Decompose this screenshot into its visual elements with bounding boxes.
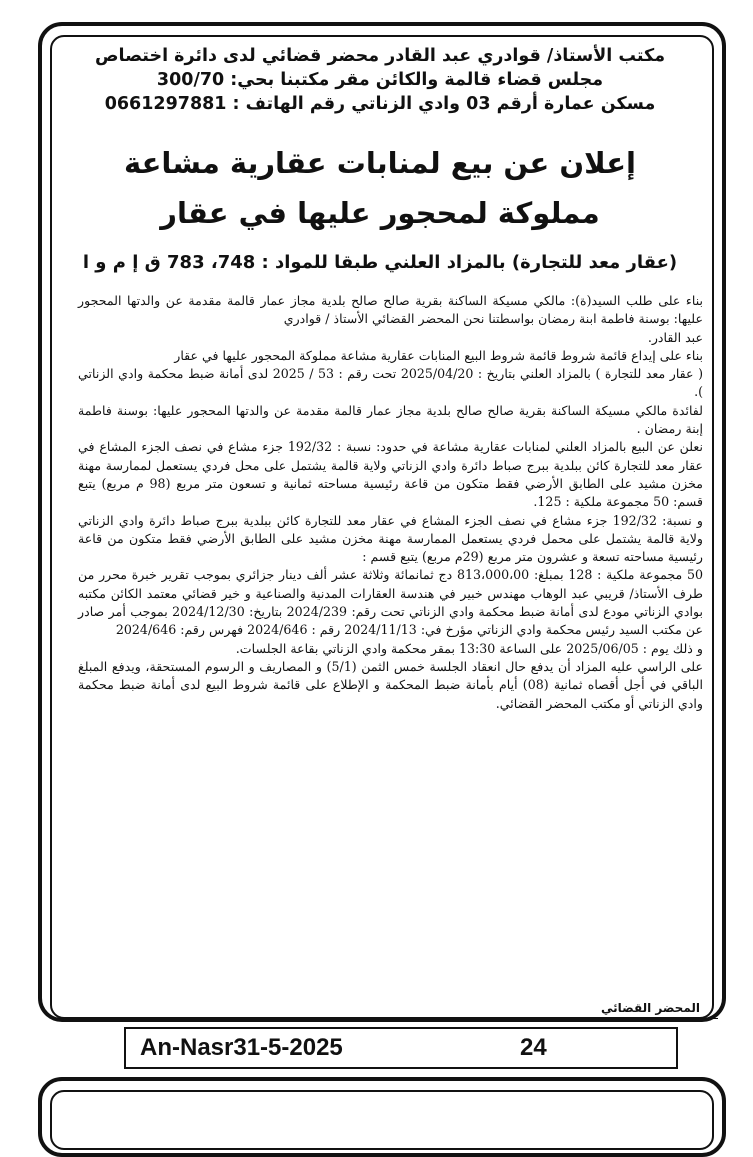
- announcement-body: [78, 292, 703, 713]
- body-paragraph-name: عبد القادر.: [647, 329, 703, 345]
- header-line-1: مكتب الأستاذ/ قوادري عبد القادر محضر قضائي لدى دائرة اختصاص: [94, 46, 666, 66]
- publication-date: An-Nasr31-5-2025: [140, 1034, 343, 1061]
- body-paragraph-auction-date: و ذلك يوم : 2025/06/05 على الساعة 13:30 بمقر محكمة وادي الزناتي بقاعة الجلسات.: [235, 640, 703, 656]
- page-number: 24: [520, 1034, 547, 1061]
- header-line-2: مجلس قضاء قالمة والكائن مقر مكتبنا بحي: 300/70: [156, 70, 604, 90]
- header-line-3: مسكن عمارة أرقم 03 وادي الزناتي رقم الهاتف : 0661297881: [104, 94, 656, 114]
- body-paragraph-lot-1: نعلن عن البيع بالمزاد العلني لمنابات عقارية مشاعة في حدود: نسبة : 192/32 جزء مشاع في نصف الجزء المشاع في عقار معد للتجارة كائن ببلدية ببرج صباط دائرة وادي الزناتي ولاية قالمة يشتمل على محل فردي يستعمل لممارسة مهنة مخزن مشيد على الطابق الأرضي فقط متكون من قاعة رئيسية مساحته ثمانية و تسعون متر مربع (98 م مربع) يتبع قسم: 50 مجموعة ملكية : 125.: [78, 439, 703, 510]
- body-paragraph-valuation: 50 مجموعة ملكية : 128 بمبلغ: 813،000،00 دج ثمانمائة وثلاثة عشر ألف دينار جزائري بموجب تقرير خبرة محرر من طرف الأستاذ/ قريبي عبد الوهاب مهندس خبير في هندسة العقارات المدنية والصناعية و خير قضائي معتمد الكائن مكتبه بوادي الزناتي مودع لدى أمانة ضبط محكمة وادي الزناتي تحت رقم: 2024/239 بتاريخ: 2024/12/30 بموجب أمر صادر عن مكتب السيد رئيس محكمة وادي الزناتي مؤرخ في: 2024/11/13 رقم : 2024/646 فهرس رقم: 2024/646: [78, 567, 703, 638]
- bailiff-signature: المحضر القضائي: [600, 1001, 700, 1015]
- body-paragraph-registration: ( عقار معد للتجارة ) بالمزاد العلني بتاريخ : 2025/04/20 تحت رقم : 53 / 2025 لدى أمانة ضبط محكمة وادي الزناتي ).: [78, 366, 703, 400]
- announcement-subtitle: (عقار معد للتجارة) بالمزاد العلني طبقا للمواد : 748، 783 ق إ م و ا: [82, 252, 678, 273]
- body-paragraph-payment-terms: على الراسي عليه المزاد أن يدفع حال انعقاد الجلسة خمس الثمن (5/1) و المصاريف و الرسوم المستحقة، ويدفع المبلغ الباقي في أجل أقصاه ثمانية (08) أيام بأمانة ضبط المحكمة و الإطلاع على قائمة شروط البيع لدى أمانة ضبط محكمة وادي الزناتي أو مكتب المحضر القضائي.: [78, 658, 703, 711]
- body-paragraph-beneficiary: لفائدة مالكي مسيكة الساكنة بقرية صالح صالح بلدية مجاز عمار قالمة مقدمة عن والدتها المحجور عليها: بوسنة فاطمة إبنة رمضان .: [78, 402, 703, 437]
- office-header: [60, 44, 700, 116]
- body-paragraph-lot-2: و نسبة: 192/32 جزء مشاع في نصف الجزء المشاع في عقار معد للتجارة كائن ببلدية ببرج صباط دائرة وادي الزناتي ولاية قالمة يشتمل على محمل فردي يستعمل الممارسة مهنة مخزن مشيد على الطابق الأرضي فقط متكون من قاعة رئيسية مساحته تسعة و عشرون متر مربع (29م مربع) يتبع قسم :: [78, 512, 703, 565]
- next-ad-inner-border: [50, 1090, 714, 1150]
- newspaper-footer: [124, 1027, 678, 1069]
- body-paragraph-request: بناء على طلب السيد(ة): مالكي مسيكة الساكنة بقرية صالح صالح بلدية مجاز عمار قالمة مقدمة عن والدتها المحجور عليها: بوسنة فاطمة ابنة رمضان بواسطتنا نحن المحضر القضائي الأستاذ / قوادري: [78, 293, 703, 327]
- announcement-title-line-1: إعلان عن بيع لمنابات عقارية مشاعة: [124, 146, 636, 180]
- signature-divider: [60, 1018, 718, 1019]
- announcement-title-line-2: مملوكة لمحجور عليها في عقار: [160, 196, 600, 230]
- body-paragraph-deposit: بناء على إيداع قائمة شروط قائمة شروط البيع المنابات عقارية مشاعة مملوكة المحجور عليها في عقار: [174, 347, 703, 363]
